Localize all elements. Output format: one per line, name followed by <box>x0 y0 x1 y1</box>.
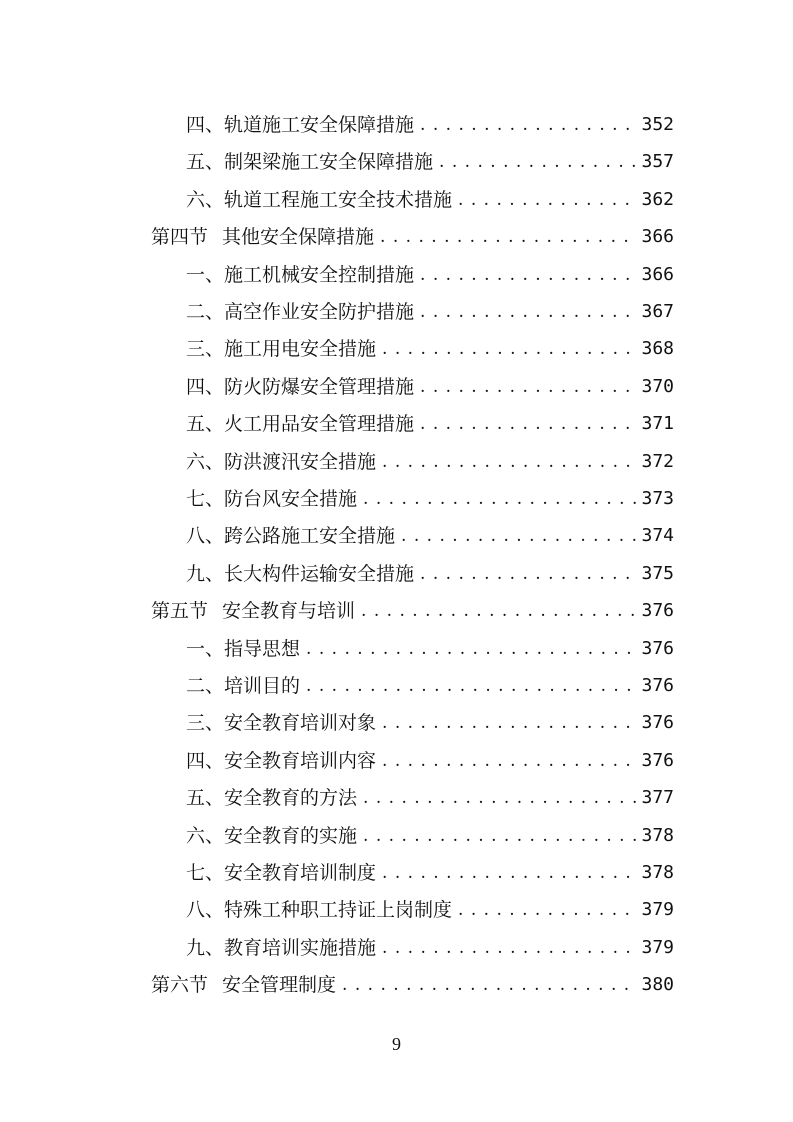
dot-leader <box>363 488 636 510</box>
toc-entry-page: 373 <box>641 488 674 509</box>
toc-entry-title: 教育培训实施措施 <box>224 936 377 959</box>
toc-entry-title: 特殊工种职工持证上岗制度 <box>224 899 453 922</box>
toc-entry[interactable] <box>186 324 674 360</box>
toc-entry-title: 施工用电安全措施 <box>224 338 377 361</box>
dot-leader <box>420 114 636 136</box>
dot-leader <box>439 151 636 173</box>
toc-entry-number: 七、 <box>186 862 225 884</box>
dot-leader <box>420 264 636 286</box>
toc-entry-page: 371 <box>641 413 674 435</box>
dot-leader <box>458 189 636 211</box>
toc-entry[interactable] <box>186 100 674 136</box>
toc-entry-page: 362 <box>641 188 674 210</box>
toc-entry[interactable] <box>186 287 674 323</box>
toc-entry-title: 跨公路施工安全措施 <box>224 525 396 548</box>
dot-leader <box>342 974 636 996</box>
toc-entry-number: 六、 <box>186 824 225 847</box>
toc-entry-page: 357 <box>641 151 674 173</box>
toc-entry-number: 八、 <box>186 899 225 922</box>
toc-entry-title: 高空作业安全防护措施 <box>224 301 415 323</box>
toc-entry-number: 三、 <box>186 338 225 361</box>
toc-entry-page: 378 <box>641 862 674 883</box>
toc-entry[interactable] <box>186 848 674 884</box>
toc-entry-number: 二、 <box>186 301 225 323</box>
toc-entry-title: 指导思想 <box>224 637 301 660</box>
toc-entry-page: 380 <box>641 974 674 996</box>
dot-leader <box>382 937 636 959</box>
toc-entry[interactable] <box>186 250 674 286</box>
toc-entry-title: 火工用品安全管理措施 <box>224 413 415 436</box>
toc-entry-title: 安全教育与培训 <box>222 600 356 623</box>
toc-entry[interactable] <box>186 773 674 809</box>
toc-entry-number: 五、 <box>186 151 225 174</box>
toc-entry[interactable] <box>186 811 674 847</box>
toc-entry-page: 366 <box>641 226 674 248</box>
toc-entry-number: 一、 <box>186 263 225 286</box>
toc-entry[interactable] <box>186 661 674 697</box>
toc-entry-page: 376 <box>641 637 674 659</box>
toc-entry-number: 八、 <box>186 525 225 548</box>
toc-entry-title: 施工机械安全控制措施 <box>224 263 415 286</box>
dot-leader <box>382 338 636 360</box>
toc-entry-title: 防火防爆安全管理措施 <box>224 375 415 398</box>
dot-leader <box>420 563 636 585</box>
toc-section-entry[interactable] <box>151 586 674 622</box>
toc-entry-title: 安全教育的方法 <box>224 787 358 810</box>
toc-entry-title: 轨道工程施工安全技术措施 <box>224 188 453 211</box>
toc-entry-title: 安全教育培训对象 <box>224 712 377 735</box>
toc-entry-page: 367 <box>641 301 674 322</box>
dot-leader <box>382 862 636 884</box>
toc-entry-page: 372 <box>641 450 674 472</box>
toc-entry-page: 379 <box>641 899 674 921</box>
toc-entry[interactable] <box>186 511 674 547</box>
toc-entry[interactable] <box>186 736 674 772</box>
toc-entry-page: 377 <box>641 787 674 809</box>
dot-leader <box>380 226 636 248</box>
dot-leader <box>363 825 636 847</box>
toc-entry-number: 六、 <box>186 450 225 473</box>
toc-entry-number: 三、 <box>186 712 225 735</box>
dot-leader <box>401 525 636 547</box>
dot-leader <box>361 600 636 622</box>
toc-entry-title: 制架梁施工安全保障措施 <box>224 151 434 174</box>
dot-leader <box>382 712 636 734</box>
toc-entry-title: 安全教育培训内容 <box>224 749 377 772</box>
toc-entry-title: 防洪渡汛安全措施 <box>224 450 377 473</box>
dot-leader <box>420 301 636 323</box>
toc-entry-number: 九、 <box>186 936 225 959</box>
toc-entry-page: 370 <box>641 375 674 397</box>
toc-entry-number: 四、 <box>186 114 225 136</box>
toc-entry-number: 六、 <box>186 188 225 211</box>
toc-entry-title: 轨道施工安全保障措施 <box>224 114 415 136</box>
toc-entry-title: 培训目的 <box>224 675 301 697</box>
toc-entry-title: 其他安全保障措施 <box>222 226 375 249</box>
dot-leader <box>382 451 636 473</box>
toc-entry[interactable] <box>186 885 674 921</box>
dot-leader <box>306 675 636 697</box>
toc-entry-page: 368 <box>641 338 674 360</box>
toc-entry-page: 376 <box>641 749 674 771</box>
toc-entry[interactable] <box>186 624 674 660</box>
toc-section-entry[interactable] <box>151 212 674 248</box>
dot-leader <box>420 413 636 435</box>
toc-entry-page: 376 <box>641 600 674 622</box>
toc-entry[interactable] <box>186 474 674 510</box>
toc-entry[interactable] <box>186 137 674 173</box>
toc-entry-page: 352 <box>641 114 674 135</box>
dot-leader <box>458 899 636 921</box>
toc-entry-number: 九、 <box>186 562 225 585</box>
toc-entry[interactable] <box>186 399 674 435</box>
toc-entry-title: 长大构件运输安全措施 <box>224 562 415 585</box>
toc-entry[interactable] <box>186 923 674 959</box>
toc-entry[interactable] <box>186 549 674 585</box>
toc-entry-page: 376 <box>641 712 674 734</box>
toc-entry-page: 374 <box>641 525 674 547</box>
toc-entry-number: 第六节 <box>151 974 209 997</box>
toc-entry-number: 四、 <box>186 749 225 772</box>
dot-leader <box>382 750 636 772</box>
toc-entry[interactable] <box>186 175 674 211</box>
toc-entry[interactable] <box>186 437 674 473</box>
toc-section-entry[interactable] <box>151 960 674 996</box>
toc-entry-number: 五、 <box>186 413 225 436</box>
toc-entry-number: 二、 <box>186 675 225 697</box>
toc-entry-number: 一、 <box>186 637 225 660</box>
toc-entry-number: 第五节 <box>151 600 209 623</box>
toc-entry-number: 四、 <box>186 375 225 398</box>
toc-entry-number: 第四节 <box>151 226 209 249</box>
toc-entry-title: 安全管理制度 <box>222 974 337 997</box>
page-number: 9 <box>392 1034 401 1054</box>
toc-entry-page: 376 <box>641 675 674 696</box>
toc-entry-page: 379 <box>641 936 674 958</box>
toc-entry-page: 366 <box>641 263 674 285</box>
dot-leader <box>306 638 636 660</box>
toc-entry-number: 七、 <box>186 488 225 510</box>
toc-entry-title: 防台风安全措施 <box>224 488 358 510</box>
toc-entry-page: 375 <box>641 562 674 584</box>
toc-entry-page: 378 <box>641 824 674 846</box>
toc-entry-title: 安全教育培训制度 <box>224 862 377 884</box>
toc-entry[interactable] <box>186 362 674 398</box>
toc-entry-title: 安全教育的实施 <box>224 824 358 847</box>
dot-leader <box>363 787 636 809</box>
toc-entry[interactable] <box>186 698 674 734</box>
dot-leader <box>420 376 636 398</box>
toc-entry-number: 五、 <box>186 787 225 810</box>
